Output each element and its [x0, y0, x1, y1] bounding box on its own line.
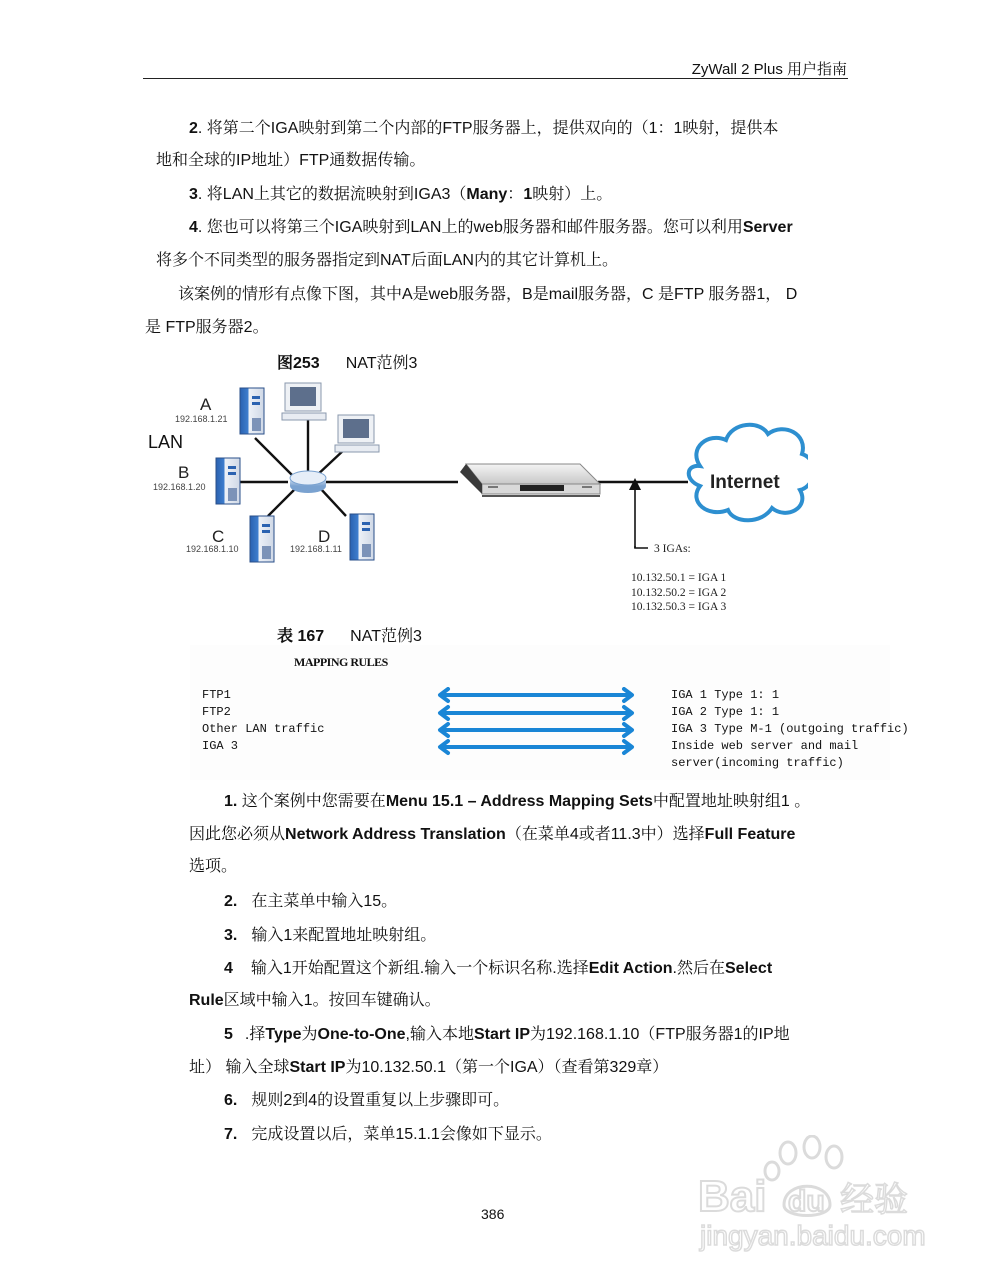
- config-step-2: [224, 892, 397, 912]
- step-text: 将LAN上其它的数据流映射到IGA3（: [206, 186, 467, 203]
- step-text: ,输入本地: [405, 1026, 474, 1043]
- bold-term: Start IP: [289, 1059, 346, 1076]
- mapping-source-item: FTP2: [202, 705, 231, 719]
- mapping-target-item: IGA 2 Type 1: 1: [671, 705, 780, 719]
- baidu-paw-icon: [690, 1135, 930, 1255]
- mapping-target-item: IGA 3 Type M-1 (outgoing traffic): [671, 722, 909, 736]
- server-d-icon: [350, 514, 374, 560]
- step-text: 为10.132.50.1（第一个IGA）（查看第329章）: [345, 1059, 669, 1076]
- svg-text:jingyan.baidu.com: jingyan.baidu.com: [700, 1220, 926, 1251]
- table-title: NAT范例3: [350, 628, 422, 645]
- server-b-icon: [216, 458, 240, 504]
- svg-text:10.132.50.3 = IGA 3: 10.132.50.3 = IGA 3: [631, 601, 727, 613]
- step-text: 映射）上。: [532, 186, 613, 203]
- bold-term: Server: [742, 219, 793, 236]
- svg-text:10.132.50.2 = IGA 2: 10.132.50.2 = IGA 2: [631, 587, 727, 599]
- step-text: 这个案例中您需要在: [241, 793, 386, 810]
- step-text: 为192.168.1.10（FTP服务器1的IP地: [530, 1026, 790, 1043]
- config-step-7: [224, 1125, 552, 1145]
- svg-text:经验: 经验: [840, 1180, 908, 1220]
- mapping-target-item: IGA 1 Type 1: 1: [671, 688, 780, 702]
- config-step-3: [224, 926, 436, 946]
- intro-step-3: 3. 将LAN上其它的数据流映射到IGA3（Many：1映射）上。: [189, 186, 613, 203]
- step-text: 输入1开始配置这个新组.输入一个标识名称.选择: [250, 960, 589, 977]
- nat-network-diagram: [148, 378, 808, 614]
- step-number: 3.: [224, 927, 238, 944]
- step-text: 完成设置以后，菜单15.1.1会像如下显示。: [251, 1126, 552, 1143]
- config-step-4: [224, 959, 772, 979]
- table-caption: [277, 623, 422, 646]
- bold-term: Full Feature: [704, 826, 796, 843]
- baidu-watermark: [690, 1135, 930, 1255]
- config-step-5-cont: [189, 1058, 668, 1078]
- zywall-router-icon: [460, 464, 600, 496]
- step-text: 中配置地址映射组1 。: [652, 793, 811, 810]
- svg-text:10.132.50.1 = IGA 1: 10.132.50.1 = IGA 1: [631, 572, 727, 584]
- figure-caption: [277, 350, 417, 373]
- config-step-4-cont: [189, 991, 441, 1011]
- config-step-1-cont: [189, 825, 795, 845]
- scenario-text: 该案例的情形有点像下图，其中A是web服务器，B是mail服务器，C 是FTP 服务器1， D: [178, 286, 798, 303]
- step-number: 6.: [224, 1092, 238, 1109]
- intro-step-2-cont: 地和全球的IP地址）FTP通数据传输。: [156, 152, 426, 169]
- step-number: 7.: [224, 1126, 238, 1143]
- mapping-target-item: server(incoming traffic): [671, 756, 844, 770]
- bold-term: One-to-One: [317, 1026, 406, 1043]
- scenario-text-cont: 是 FTP服务器2。: [145, 319, 269, 336]
- lan-hub-icon: [290, 471, 326, 493]
- step-number: 3: [189, 186, 198, 203]
- mapping-targets: [671, 687, 909, 772]
- svg-text:D: D: [318, 527, 331, 546]
- network-topology-svg: [148, 378, 808, 614]
- step-text: 区域中输入1。按回车键确认。: [223, 992, 441, 1009]
- intro-step-4-cont: 将多个不同类型的服务器指定到NAT后面LAN内的其它计算机上。: [156, 252, 618, 269]
- workstation-1-icon: [282, 383, 326, 420]
- bold-term: Network Address Translation: [285, 826, 506, 843]
- svg-text:LAN: LAN: [148, 432, 184, 452]
- svg-text:192.168.1.10: 192.168.1.10: [186, 544, 239, 554]
- intro-step-4: 4. 您也可以将第三个IGA映射到LAN上的web服务器和邮件服务器。您可以利用Server: [189, 219, 793, 236]
- step-number: 4: [189, 219, 198, 236]
- step-text: 规则2到4的设置重复以上步骤即可。: [251, 1092, 510, 1109]
- mapping-sources: [202, 687, 324, 755]
- step-text: 址） 输入全球: [189, 1059, 290, 1076]
- step-number: 5: [224, 1026, 233, 1043]
- mapping-source-item: FTP1: [202, 688, 231, 702]
- svg-text:A: A: [200, 395, 212, 414]
- server-c-icon: [250, 516, 274, 562]
- svg-text:du: du: [788, 1185, 825, 1218]
- step-text: 在主菜单中输入15。: [251, 893, 398, 910]
- bold-term: Select: [725, 960, 773, 977]
- bold-term: Rule: [189, 992, 224, 1009]
- step-text: .择: [244, 1026, 266, 1043]
- svg-text:192.168.1.20: 192.168.1.20: [153, 482, 206, 492]
- svg-text:Internet: Internet: [710, 472, 780, 493]
- bidirectional-arrows: [432, 687, 642, 757]
- figure-title: NAT范例3: [345, 355, 418, 372]
- svg-text:192.168.1.11: 192.168.1.11: [290, 544, 342, 554]
- bold-term: Menu 15.1 – Address Mapping Sets: [385, 793, 653, 810]
- config-step-5: [224, 1025, 790, 1045]
- step-text: .然后在: [672, 960, 725, 977]
- svg-text:192.168.1.21: 192.168.1.21: [175, 414, 228, 424]
- svg-text:C: C: [212, 527, 225, 546]
- step-text: 输入1来配置地址映射组。: [251, 927, 437, 944]
- svg-text:3 IGAs:: 3 IGAs:: [654, 543, 691, 555]
- header-divider: [143, 78, 848, 79]
- server-a-icon: [240, 388, 264, 434]
- mapping-target-item: Inside web server and mail: [671, 739, 859, 753]
- bold-term: Many: [466, 186, 508, 203]
- svg-text:Bai: Bai: [698, 1172, 767, 1221]
- bold-term: Type: [265, 1026, 302, 1043]
- step-text: 为: [301, 1026, 318, 1043]
- mapping-rules-heading: MAPPING RULES: [294, 655, 388, 669]
- svg-text:B: B: [178, 463, 190, 482]
- document-header-title: ZyWall 2 Plus 用户指南: [691, 61, 847, 78]
- mapping-source-item: IGA 3: [202, 739, 239, 753]
- step-number: 2.: [224, 893, 238, 910]
- table-label: 表 167: [277, 628, 325, 645]
- bold-term: Edit Action: [588, 960, 673, 977]
- workstation-2-icon: [335, 415, 379, 452]
- config-step-1: [224, 792, 810, 812]
- config-step-1-end: 选项。: [189, 858, 238, 875]
- intro-step-2: 2. 将第二个IGA映射到第二个内部的FTP服务器上，提供双向的（1：1映射，提供本: [189, 120, 779, 137]
- figure-label: 图253: [277, 355, 320, 372]
- step-number: 2: [189, 120, 198, 137]
- step-text: 您也可以将第三个IGA映射到LAN上的web服务器和邮件服务器。您可以利用: [206, 219, 743, 236]
- step-number: 4: [224, 960, 233, 977]
- step-text: 将第二个IGA映射到第二个内部的FTP服务器上，提供双向的（1：1映射，提供本: [206, 120, 779, 137]
- step-text: ：: [507, 186, 524, 203]
- mapping-source-item: Other LAN traffic: [202, 722, 325, 736]
- step-number: 1.: [224, 793, 238, 810]
- mapping-rules-figure: [190, 645, 909, 780]
- config-step-6: [224, 1091, 509, 1111]
- page-number: 386: [481, 1206, 505, 1222]
- bold-term: Start IP: [473, 1026, 530, 1043]
- bold-term: 1: [523, 186, 533, 203]
- step-text: 因此您必须从: [189, 826, 286, 843]
- step-text: （在菜单4或者11.3中）选择: [505, 826, 705, 843]
